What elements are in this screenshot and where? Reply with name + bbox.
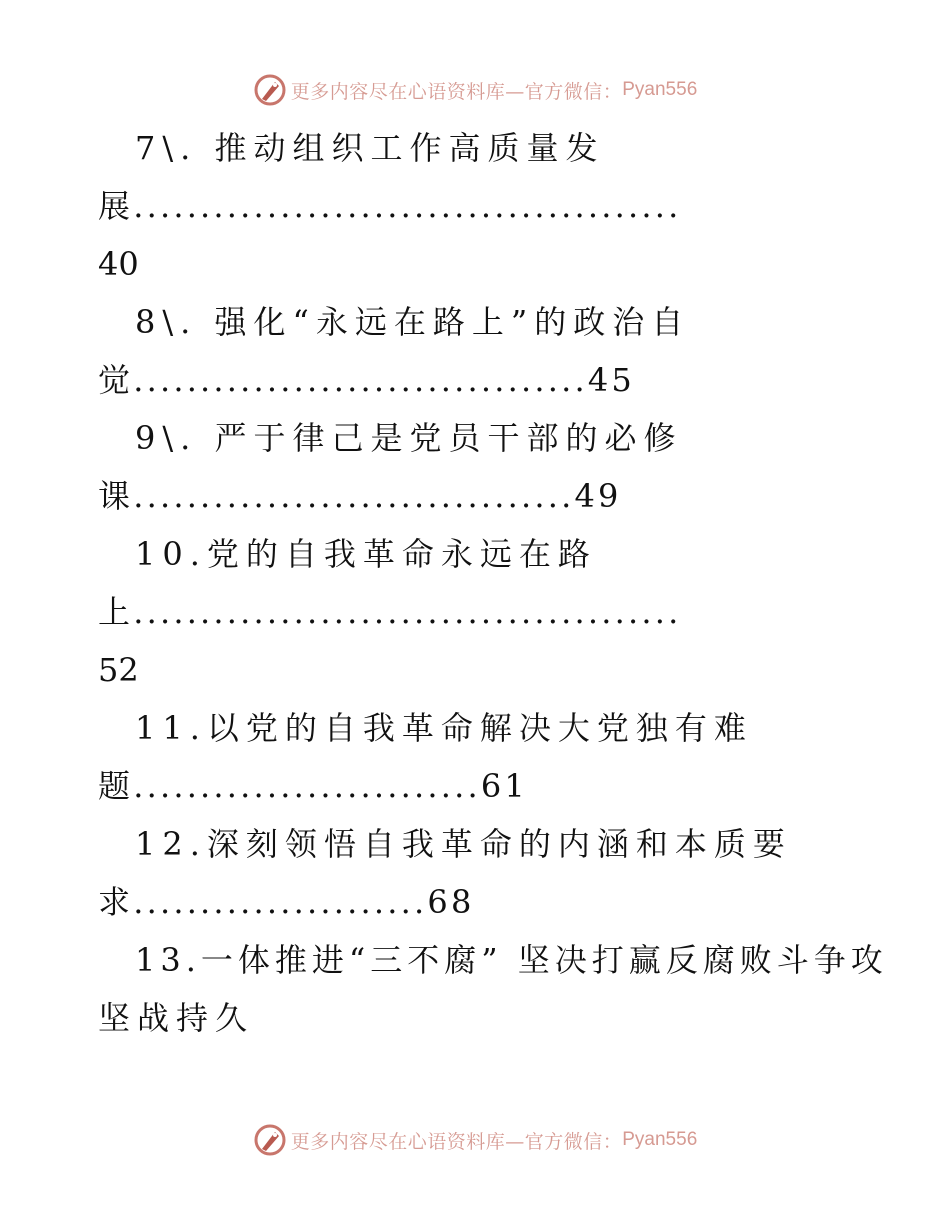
pen-nib-logo-icon	[253, 1123, 287, 1157]
toc-entry-9-title: 9\. 严于律己是党员干部的必修	[135, 419, 683, 457]
watermark-banner-bottom	[0, 1120, 950, 1160]
toc-entry-8-leader: 觉..................................45	[98, 361, 635, 399]
watermark-wechat-id: Pyan556	[622, 79, 698, 100]
toc-entry-10-page: 52	[98, 651, 139, 689]
toc-entry-9-leader: 课.................................49	[98, 477, 622, 515]
watermark-wechat-id: Pyan556	[622, 1129, 698, 1150]
toc-entry-7-title: 7\. 推动组织工作高质量发	[135, 129, 605, 167]
toc-entry-10-title: 10.党的自我革命永远在路	[135, 535, 597, 573]
toc-entry-7-page: 40	[98, 245, 139, 283]
toc-entry-10-leader: 上.........................................	[98, 593, 682, 631]
watermark-text: 更多内容尽在心语资料库—官方微信：	[290, 1130, 623, 1153]
toc-entry-7-leader: 展.........................................	[98, 187, 682, 225]
toc-entry-13-title: 13.一体推进“三不腐” 坚决打赢反腐败斗争攻	[135, 941, 888, 979]
toc-entry-8-title: 8\. 强化“永远在路上”的政治自	[135, 303, 691, 341]
toc-entry-12-title: 12.深刻领悟自我革命的内涵和本质要	[135, 825, 792, 863]
toc-entry-11-leader: 题..........................61	[98, 767, 528, 805]
watermark-text: 更多内容尽在心语资料库—官方微信：	[290, 80, 623, 103]
toc-entry-11-title: 11.以党的自我革命解决大党独有难	[135, 709, 753, 747]
toc-entry-13-title-cont: 坚战持久	[98, 999, 255, 1037]
toc-entry-12-leader: 求......................68	[98, 883, 475, 921]
